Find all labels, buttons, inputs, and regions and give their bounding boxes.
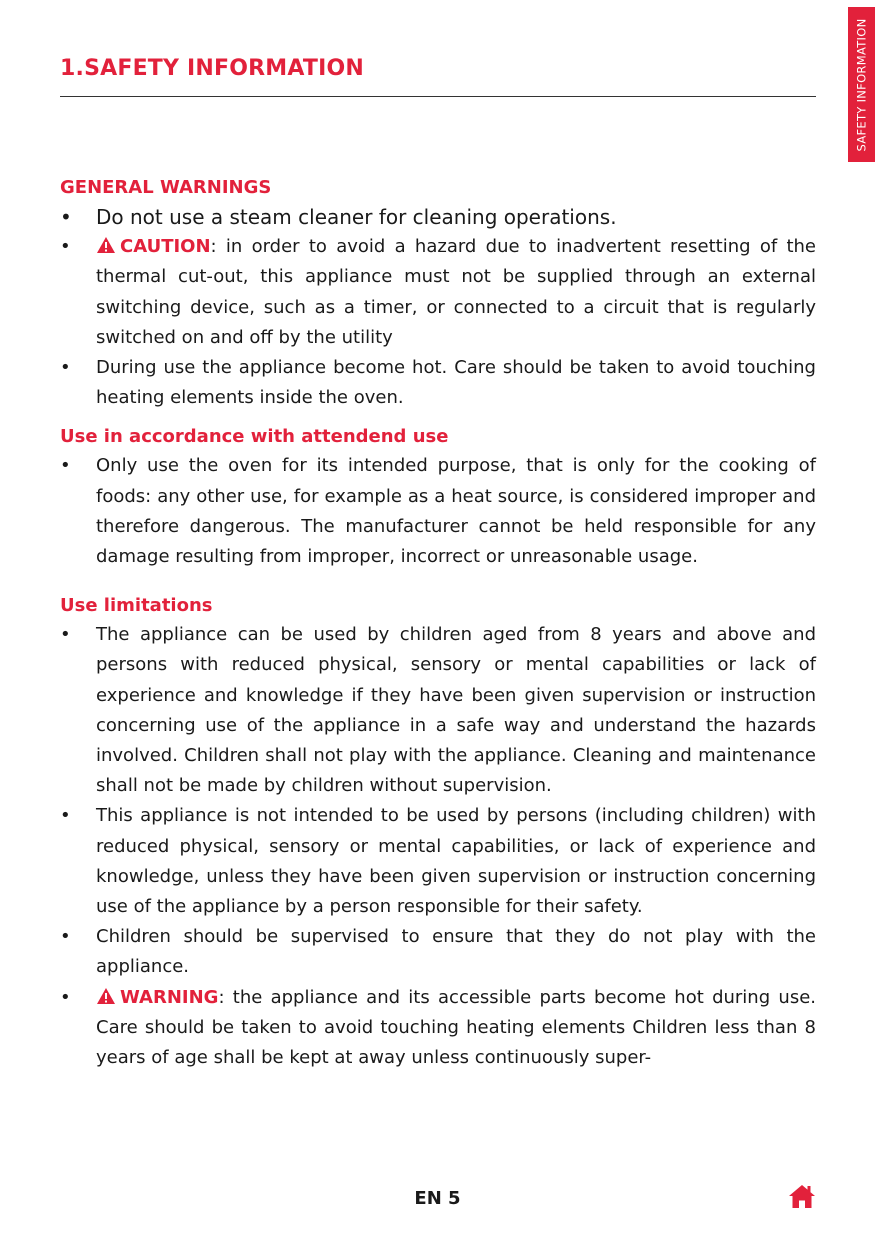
use-limitations-list	[60, 620, 816, 1073]
list-item: • Do not use a steam cleaner for cleaning operations.	[60, 202, 816, 232]
home-icon[interactable]	[788, 1183, 816, 1209]
bullet: •	[60, 926, 71, 948]
bullet: •	[60, 986, 71, 1008]
attended-use-list	[60, 451, 816, 572]
general-warnings-list	[60, 202, 816, 413]
list-item: • Children should be supervised to ensure that they do not play with the appliance.	[60, 922, 816, 982]
section-heading-use-limitations: Use limitations	[60, 595, 213, 617]
content	[60, 174, 816, 1073]
side-tab-label: SAFETY INFORMATION	[854, 18, 869, 151]
bullet: •	[60, 624, 71, 646]
list-item: • CAUTION: in order to avoid a hazard due to inadvertent resetting of the thermal cut-out, this appliance must not be supplied through an external switching device, such as a timer, or connected to a circuit that is regularly switched on and off by the utility	[60, 232, 816, 353]
bullet: •	[60, 205, 72, 229]
title-divider	[60, 96, 816, 97]
bullet: •	[60, 236, 71, 258]
list-item: • This appliance is not intended to be used by persons (including children) with reduced physical, sensory or mental capabilities, or lack of experience and knowledge, unless they have been given supervision or instruction concerning use of the appliance by a person responsible for their safety.	[60, 801, 816, 922]
bullet: •	[60, 455, 71, 477]
side-tab	[848, 7, 875, 162]
page-number: EN 5	[414, 1188, 461, 1209]
page-title: 1.SAFETY INFORMATION	[60, 56, 364, 81]
list-item: • During use the appliance become hot. Care should be taken to avoid touching heating elements inside the oven.	[60, 353, 816, 413]
warning-label: WARNING	[120, 986, 219, 1008]
list-item: • WARNING: the appliance and its accessible parts become hot during use. Care should be taken to avoid touching heating elements Children less than 8 years of age shall be kept at away unless continuously super-	[60, 983, 816, 1074]
list-item: • The appliance can be used by children aged from 8 years and above and persons with reduced physical, sensory or mental capabilities or lack of experience and knowledge if they have been given supervision or instruction concerning use of the appliance in a safe way and understand the hazards involved. Children shall not play with the appliance. Cleaning and maintenance shall not be made by children without supervision.	[60, 620, 816, 801]
section-heading-general-warnings: GENERAL WARNINGS	[60, 177, 272, 198]
warning-triangle-icon	[96, 236, 116, 254]
bullet: •	[60, 357, 71, 379]
warning-triangle-icon	[96, 987, 116, 1005]
bullet: •	[60, 805, 71, 827]
caution-label: CAUTION	[120, 236, 211, 258]
section-heading-attended-use: Use in accordance with attendend use	[60, 426, 449, 448]
list-item: • Only use the oven for its intended purpose, that is only for the cooking of foods: any other use, for example as a heat source, is considered improper and therefore dangerous. The manufacturer cannot be held responsible for any damage resulting from improper, incorrect or unreasonable usage.	[60, 451, 816, 572]
